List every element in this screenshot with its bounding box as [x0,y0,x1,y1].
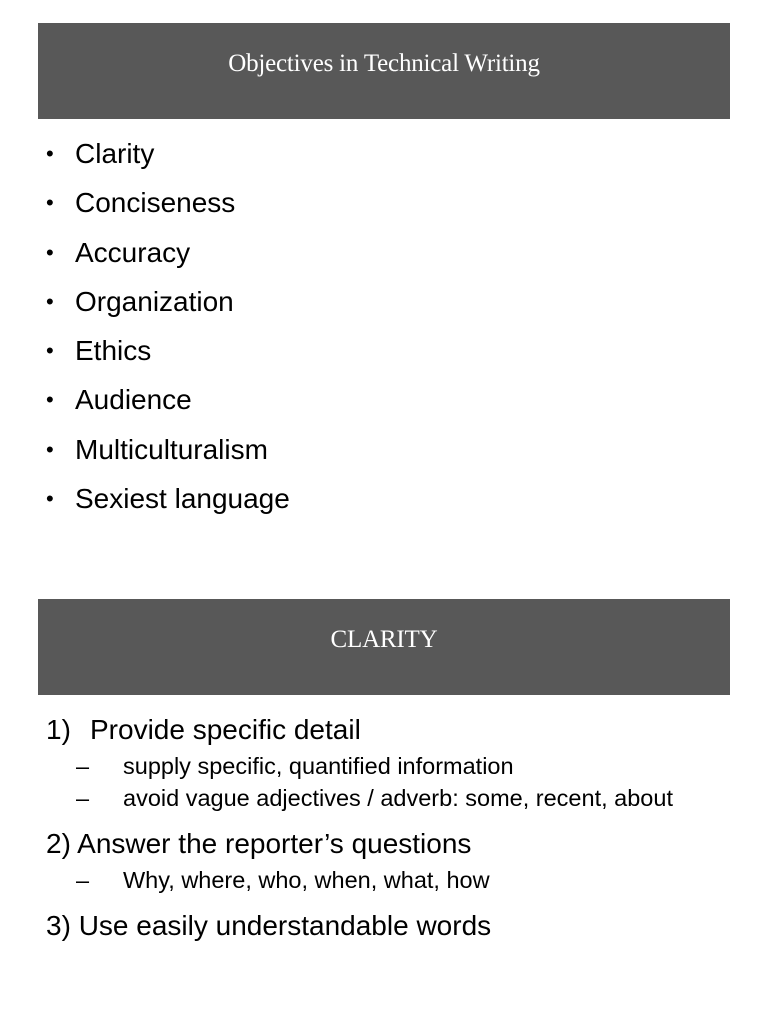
bullet-icon: • [46,141,54,166]
point-number: 1) [46,714,71,745]
clarity-subpoints [46,864,736,896]
subpoint-text: avoid vague adjectives / adverb: some, recent, about [123,785,673,811]
objective-label: Multiculturalism [75,433,268,465]
objective-label: Ethics [75,335,152,367]
objective-item [46,384,290,433]
bullet-icon: • [46,338,54,364]
point-text: Answer the reporter’s questions [77,828,472,859]
point-text: Provide specific detail [90,714,361,745]
objective-label: Accuracy [75,236,191,268]
objective-item [46,237,290,286]
objective-label: Audience [75,384,192,416]
clarity-title-banner [38,599,730,695]
bullet-icon: • [46,190,54,216]
dash-icon: – [76,867,90,893]
point-number: 3) [46,910,71,941]
bullet-icon: • [46,486,54,512]
subpoint-item [46,864,736,896]
objective-item [46,138,290,187]
objective-label: Conciseness [75,187,236,219]
objective-item [46,286,290,335]
objective-label: Sexiest language [75,483,290,515]
clarity-point [46,906,736,946]
objectives-list [46,138,290,532]
clarity-title: CLARITY [330,626,438,653]
dash-icon: – [76,753,90,779]
point-number: 2) [46,828,71,859]
subpoint-item [46,750,736,782]
objective-label: Clarity [75,138,155,169]
bullet-icon: • [46,239,54,265]
clarity-content [46,710,736,946]
objective-item [46,187,290,236]
objective-item [46,335,290,384]
subpoint-text: supply specific, quantified information [123,753,514,779]
objectives-title-banner [38,23,730,119]
subpoint-text: Why, where, who, when, what, how [123,867,490,893]
subpoint-item [46,782,736,814]
objective-item [46,434,290,483]
objective-item [46,483,290,532]
point-text: Use easily understandable words [78,910,492,941]
bullet-icon: • [46,288,54,314]
dash-icon: – [76,785,90,811]
clarity-point [46,710,736,750]
bullet-icon: • [46,436,54,462]
clarity-point [46,824,736,864]
bullet-icon: • [46,387,54,413]
objective-label: Organization [75,285,234,317]
objectives-title: Objectives in Technical Writing [228,50,540,77]
clarity-subpoints [46,750,736,814]
